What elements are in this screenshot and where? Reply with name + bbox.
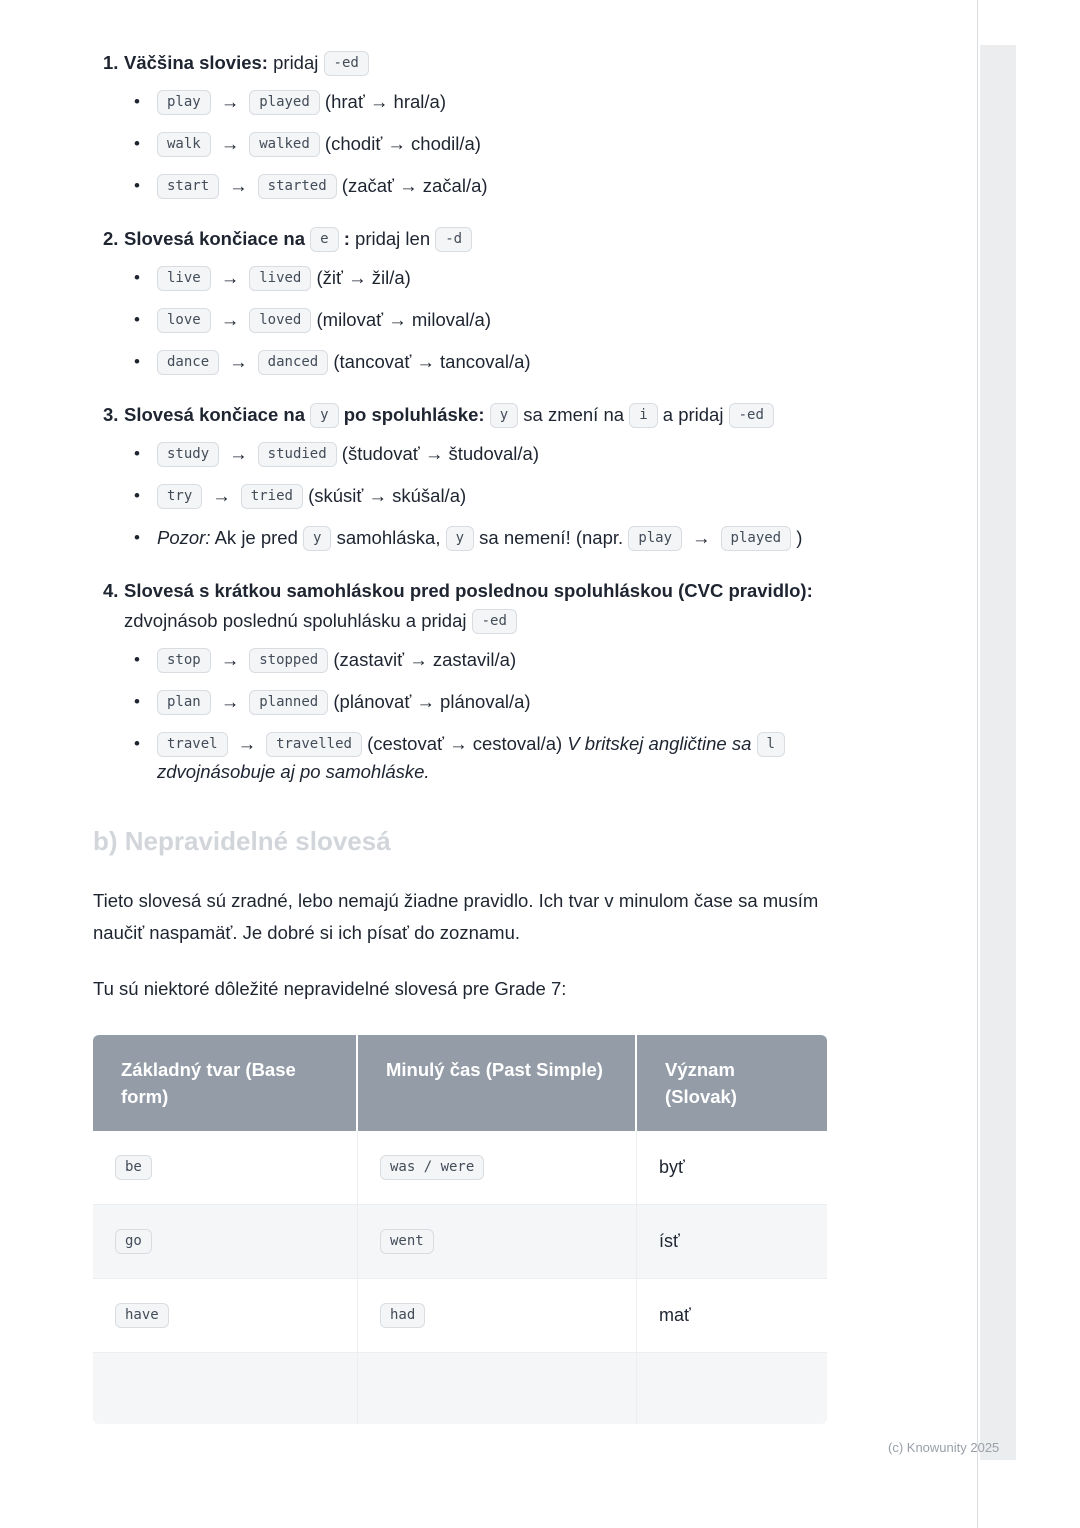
bullet-item (134, 440, 833, 468)
rule-title (124, 48, 833, 78)
code-chip: -ed (472, 609, 517, 634)
rule-item (93, 576, 833, 786)
arrow-glyph: → (220, 267, 240, 288)
bold-text: Slovesá končiace na (124, 404, 311, 425)
table-row (93, 1131, 827, 1204)
code-chip: love (157, 308, 211, 333)
code-chip: walked (249, 132, 320, 157)
table-cell (358, 1204, 637, 1278)
code-chip: i (629, 403, 657, 428)
bullet-content (157, 88, 833, 116)
text-run: (tancovať → tancoval/a) (328, 351, 531, 372)
code-chip: walk (157, 132, 211, 157)
table-cell (358, 1131, 637, 1204)
code-chip: -ed (729, 403, 774, 428)
arrow-glyph: → (229, 351, 248, 372)
arrow-glyph: → (220, 691, 240, 712)
code-chip: plan (157, 690, 211, 715)
bullet-item (134, 306, 833, 334)
bullet-item (134, 688, 833, 716)
table-cell (637, 1278, 827, 1352)
bullet-dot: • (134, 352, 140, 371)
text-run: pridaj len (349, 228, 436, 249)
code-chip: -ed (324, 51, 369, 76)
bullet-dot: • (134, 486, 140, 505)
code-chip: play (628, 526, 682, 551)
bullet-item (134, 88, 833, 116)
bullet-dot: • (134, 528, 140, 547)
bullet-content (157, 130, 833, 158)
bold-text: Slovesá s krátkou samohláskou pred poslednou spoluhláskou (CVC pravidlo): (124, 580, 813, 601)
rule-heading (93, 576, 833, 636)
rule-heading (93, 400, 833, 430)
text-run: byť (659, 1157, 685, 1177)
text-run: (cestovať → cestoval/a) (361, 733, 568, 754)
code-chip: study (157, 442, 219, 467)
code-chip: try (157, 484, 202, 509)
scrollbar-track[interactable] (980, 45, 1016, 1460)
table-header-cell: Význam (Slovak) (637, 1035, 827, 1131)
table-cell (358, 1352, 637, 1424)
text-run: (začať → začal/a) (336, 175, 488, 196)
code-chip: y (490, 403, 518, 428)
italic-text: Pozor: (157, 527, 211, 548)
text-run: a pridaj (657, 404, 729, 425)
bullet-dot: • (134, 310, 140, 329)
text-run: (hrať → hral/a) (319, 91, 446, 112)
bullet-item (134, 264, 833, 292)
arrow-glyph: → (220, 91, 240, 112)
bullet-content (157, 482, 833, 510)
text-run: samohláska, (331, 527, 446, 548)
bullet-item (134, 348, 833, 376)
rule-item (93, 224, 833, 376)
text-run: sa zmení na (518, 404, 630, 425)
italic-text: zdvojnásobuje aj po samohláske. (157, 761, 430, 782)
arrow-glyph: → (237, 733, 257, 754)
bullet-item (134, 172, 833, 200)
rule-heading (93, 224, 833, 254)
rule-item (93, 48, 833, 200)
arrow-glyph: → (220, 309, 240, 330)
table-row-partial (93, 1352, 827, 1424)
table-cell (637, 1352, 827, 1424)
text-run: zdvojnásob poslednú spoluhlásku a pridaj (124, 610, 472, 631)
table-cell (93, 1352, 358, 1424)
bullet-dot: • (134, 134, 140, 153)
bullet-content (157, 730, 833, 786)
text-run: mať (659, 1305, 691, 1325)
rule-number: 4. (103, 580, 119, 601)
code-chip: tried (241, 484, 303, 509)
code-chip: played (721, 526, 792, 551)
section-heading: b) Nepravidelné slovesá (93, 826, 391, 856)
code-chip: started (258, 174, 337, 199)
bullet-dot: • (134, 268, 140, 287)
text-run: sa nemení! (napr. (474, 527, 629, 548)
table-header-cell: Základný tvar (Base form) (93, 1035, 358, 1131)
table-cell (358, 1278, 637, 1352)
table-intro-paragraph: Tu sú niektoré dôležité nepravidelné slovesá pre Grade 7: (93, 978, 567, 999)
rule-bullets (93, 88, 833, 200)
code-chip: loved (249, 308, 311, 333)
code-chip: was / were (380, 1155, 484, 1180)
rule-bullets (93, 440, 833, 552)
bullet-item (134, 646, 833, 674)
text-run: (milovať → miloval/a) (311, 309, 492, 330)
bold-text: Slovesá končiace na (124, 228, 311, 249)
code-chip: went (380, 1229, 434, 1254)
code-chip: y (303, 526, 331, 551)
bullet-dot: • (134, 692, 140, 711)
intro-paragraph: Tieto slovesá sú zradné, lebo nemajú žiadne pravidlo. Ich tvar v minulom čase sa musím naučiť naspamäť. Je dobré si ich písať do zoznamu. (93, 890, 819, 943)
table-cell (637, 1131, 827, 1204)
bullet-content (157, 264, 833, 292)
text-run: (študovať → študoval/a) (336, 443, 539, 464)
table-cell (93, 1204, 358, 1278)
bullet-content (157, 306, 833, 334)
bullet-item (134, 524, 833, 552)
code-chip: start (157, 174, 219, 199)
text-run: (žiť → žil/a) (311, 267, 411, 288)
bullet-item (134, 130, 833, 158)
bold-text: : (338, 228, 350, 249)
bullet-dot: • (134, 92, 140, 111)
text-run: ) (791, 527, 803, 548)
table-header-row (93, 1035, 827, 1131)
code-chip: played (249, 90, 320, 115)
rule-title (124, 576, 833, 636)
rule-number: 2. (103, 228, 119, 249)
bullet-content (157, 348, 833, 376)
code-chip: live (157, 266, 211, 291)
text-run: (plánovať → plánoval/a) (328, 691, 531, 712)
text-run: (skúsiť → skúšal/a) (302, 485, 467, 506)
code-chip: play (157, 90, 211, 115)
bullet-content (157, 172, 833, 200)
bullet-content (157, 440, 833, 468)
copyright-text: (c) Knowunity 2025 (888, 1440, 1000, 1455)
bullet-dot: • (134, 176, 140, 195)
bullet-content (157, 646, 833, 674)
table-cell (93, 1278, 358, 1352)
code-chip: studied (258, 442, 337, 467)
table-row (93, 1278, 827, 1352)
bullet-dot: • (134, 650, 140, 669)
code-chip: y (310, 403, 338, 428)
arrow-glyph: → (220, 649, 240, 670)
code-chip: danced (258, 350, 329, 375)
arrow-glyph: → (220, 133, 240, 154)
rule-number: 1. (103, 52, 119, 73)
document-content (93, 48, 833, 1424)
code-chip: travel (157, 732, 228, 757)
rule-bullets (93, 264, 833, 376)
bold-text: po spoluhláske: (338, 404, 490, 425)
code-chip: stop (157, 648, 211, 673)
code-chip: planned (249, 690, 328, 715)
arrow-glyph: → (229, 443, 248, 464)
table-cell (93, 1131, 358, 1204)
text-run: (zastaviť → zastavil/a) (328, 649, 517, 670)
table-row (93, 1204, 827, 1278)
text-run: ísť (659, 1231, 680, 1251)
code-chip: stopped (249, 648, 328, 673)
table-head (93, 1035, 827, 1131)
arrow-glyph: → (212, 485, 231, 506)
rule-bullets (93, 646, 833, 786)
code-chip: go (115, 1229, 152, 1254)
code-chip: travelled (266, 732, 362, 757)
bullet-dot: • (134, 444, 140, 463)
bullet-content (157, 688, 833, 716)
code-chip: -d (435, 227, 472, 252)
rule-heading (93, 48, 833, 78)
code-chip: had (380, 1303, 425, 1328)
bullet-item (134, 730, 833, 786)
code-chip: be (115, 1155, 152, 1180)
rule-number: 3. (103, 404, 119, 425)
code-chip: e (310, 227, 338, 252)
code-chip: lived (249, 266, 311, 291)
arrow-glyph: → (692, 527, 711, 548)
text-run: Ak je pred (210, 527, 304, 548)
text-run: (chodiť → chodil/a) (319, 133, 481, 154)
bullet-content (157, 524, 833, 552)
rules-list (93, 48, 833, 786)
bold-text: Väčšina slovies: (124, 52, 268, 73)
rule-title (124, 400, 833, 430)
code-chip: have (115, 1303, 169, 1328)
text-run: pridaj (267, 52, 324, 73)
bullet-dot: • (134, 734, 140, 753)
bullet-item (134, 482, 833, 510)
irregular-verbs-table (93, 1035, 827, 1424)
rule-item (93, 400, 833, 552)
table-cell (637, 1204, 827, 1278)
rule-title (124, 224, 833, 254)
arrow-glyph: → (229, 175, 248, 196)
code-chip: dance (157, 350, 219, 375)
italic-text: V britskej angličtine sa (567, 733, 757, 754)
table-body (93, 1131, 827, 1424)
table-header-cell: Minulý čas (Past Simple) (358, 1035, 637, 1131)
code-chip: l (757, 732, 785, 757)
content-right-border (977, 0, 978, 1528)
code-chip: y (446, 526, 474, 551)
